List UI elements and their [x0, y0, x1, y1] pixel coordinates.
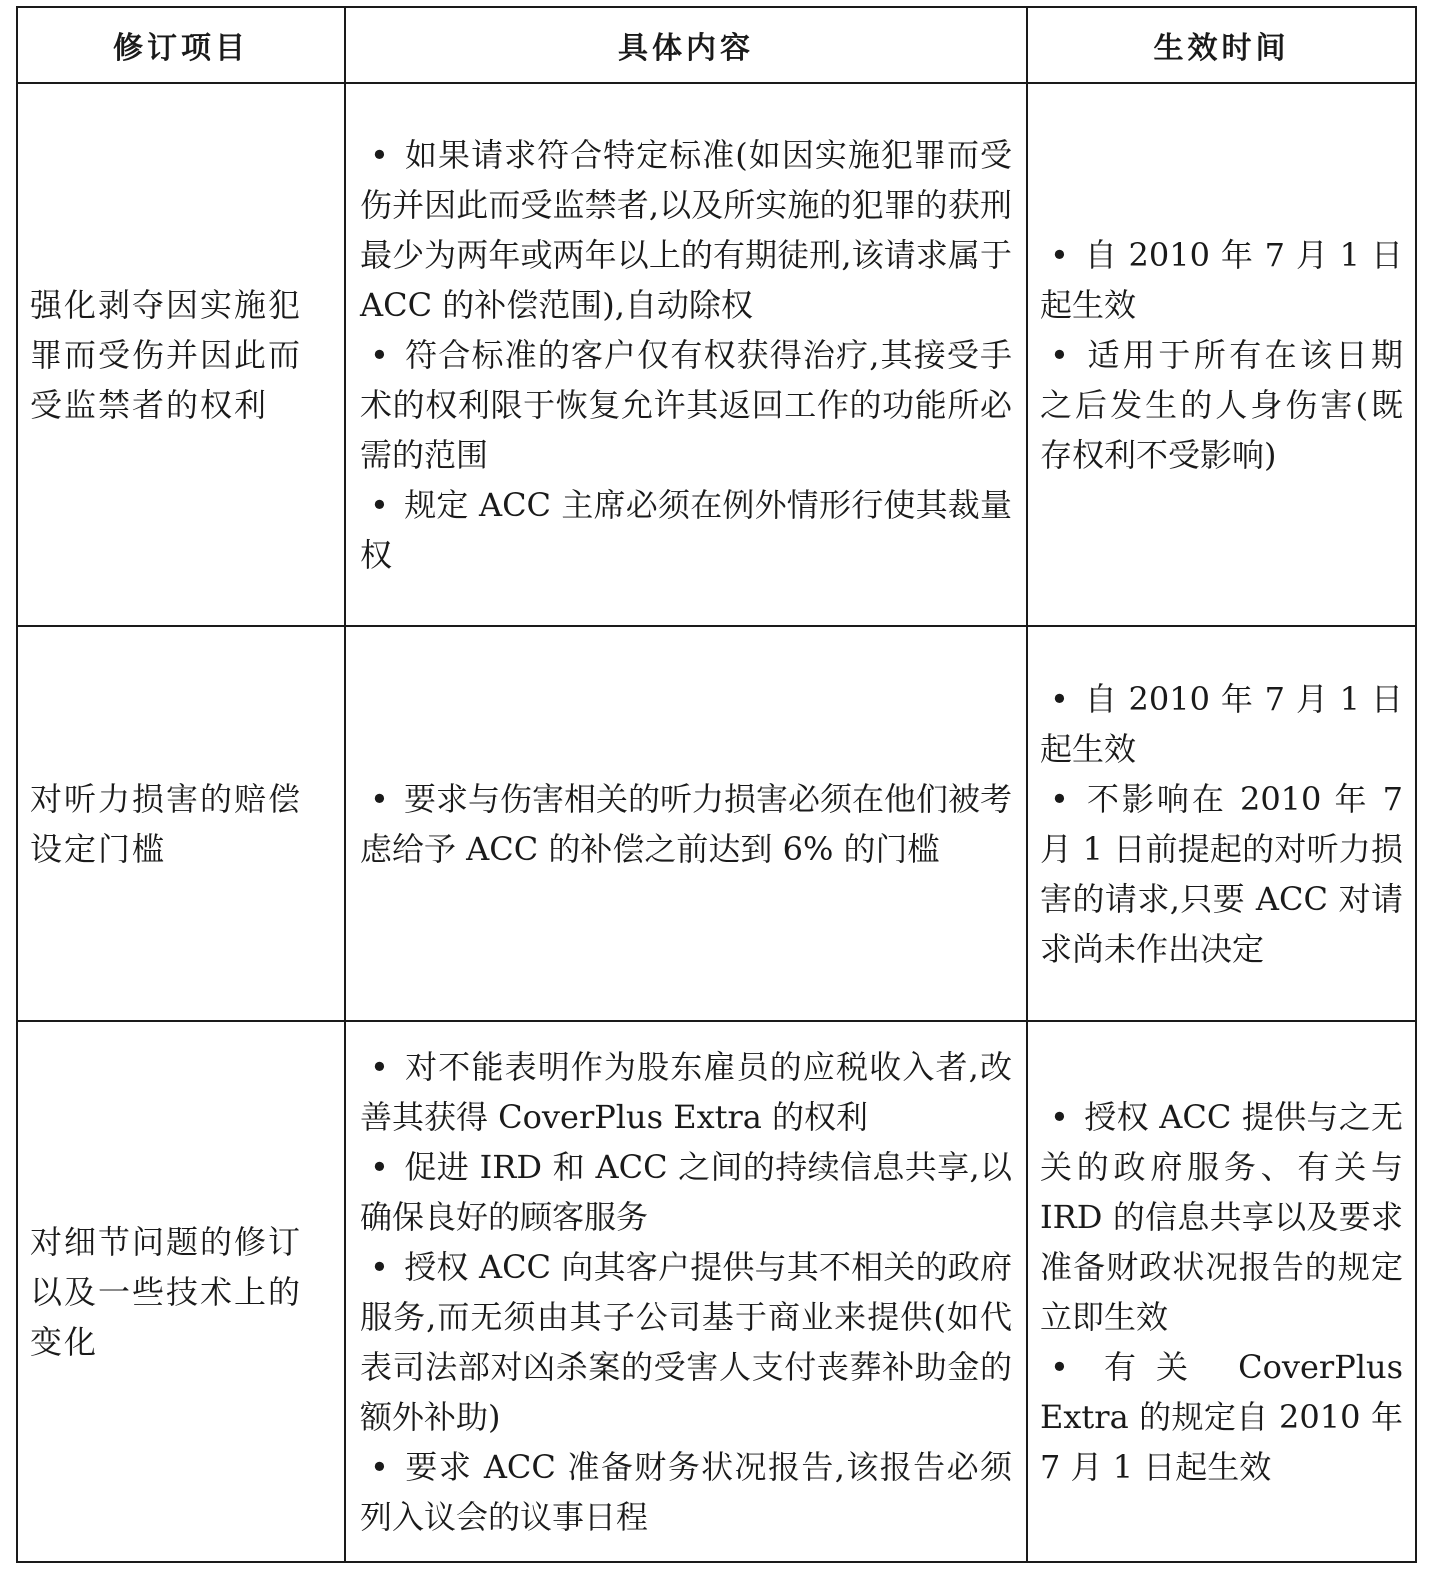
time-bullet: • 有关 CoverPlus Extra 的规定自 2010 年 7 月 1 日起生效	[1040, 1347, 1403, 1486]
time-bullet: • 适用于所有在该日期之后发生的人身伤害(既存权利不受影响)	[1040, 335, 1403, 474]
amendment-table	[16, 6, 1417, 1563]
amendment-item: 对细节问题的修订以及一些技术上的变化	[17, 1021, 345, 1562]
amendment-item: 对听力损害的赔偿设定门槛	[17, 626, 345, 1021]
table-row	[17, 626, 1416, 1021]
content-bullet: • 授权 ACC 向其客户提供与其不相关的政府服务,而无须由其子公司基于商业来提供(如代表司法部对凶杀案的受害人支付丧葬补助金的额外补助)	[360, 1247, 1012, 1436]
effective-time-cell	[1027, 1021, 1416, 1562]
content-bullet: • 如果请求符合特定标准(如因实施犯罪而受伤并因此而受监禁者,以及所实施的犯罪的获刑最少为两年或两年以上的有期徒刑,该请求属于 ACC 的补偿范围),自动除权	[360, 135, 1012, 324]
table-row	[17, 83, 1416, 626]
content-cell	[345, 626, 1027, 1021]
content-bullet: • 要求与伤害相关的听力损害必须在他们被考虑给予 ACC 的补偿之前达到 6% 的门槛	[360, 779, 1013, 868]
time-bullet: • 授权 ACC 提供与之无关的政府服务、有关与 IRD 的信息共享以及要求准备财政状况报告的规定立即生效	[1040, 1097, 1403, 1336]
header-time: 生效时间	[1027, 7, 1416, 83]
content-bullet: • 规定 ACC 主席必须在例外情形行使其裁量权	[360, 485, 1012, 574]
content-bullet: • 对不能表明作为股东雇员的应税收入者,改善其获得 CoverPlus Extra 的权利	[360, 1047, 1012, 1136]
time-bullet: • 自 2010 年 7 月 1 日起生效	[1040, 235, 1403, 324]
time-bullet: • 自 2010 年 7 月 1 日起生效	[1040, 679, 1403, 768]
header-content: 具体内容	[345, 7, 1027, 83]
content-bullet: • 要求 ACC 准备财务状况报告,该报告必须列入议会的议事日程	[360, 1447, 1012, 1536]
amendment-item: 强化剥夺因实施犯罪而受伤并因此而受监禁者的权利	[17, 83, 345, 626]
effective-time-cell	[1027, 626, 1416, 1021]
content-bullet: • 符合标准的客户仅有权获得治疗,其接受手术的权利限于恢复允许其返回工作的功能所必需的范围	[360, 335, 1012, 474]
header-row	[17, 7, 1416, 83]
table-row	[17, 1021, 1416, 1562]
content-cell	[345, 83, 1027, 626]
effective-time-cell	[1027, 83, 1416, 626]
content-cell	[345, 1021, 1027, 1562]
header-item: 修订项目	[17, 7, 345, 83]
time-bullet: • 不影响在 2010 年 7 月 1 日前提起的对听力损害的请求,只要 ACC 对请求尚未作出决定	[1040, 779, 1403, 968]
content-bullet: • 促进 IRD 和 ACC 之间的持续信息共享,以确保良好的顾客服务	[360, 1147, 1012, 1236]
